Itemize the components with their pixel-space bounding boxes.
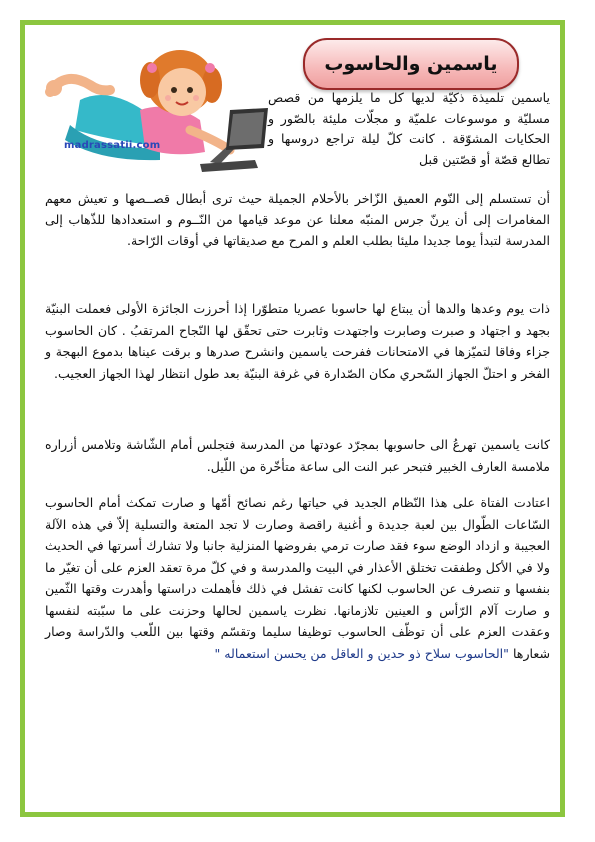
paragraph-2: ذات يوم وعدها والدها أن يبتاع لها حاسوبا عصريا متطوّرا إذا أحرزت الجائزة الأولى فعملت البنيّة بجهد و اجتهاد و صبرت وصابرت واجتهدت وثابرت حتى تحقّق لها النّجاح المرتقبُ . كان الحاسوب جزاء وفاقا لتميّزها في الامتحانات ففرحت ياسمين وانشرح صدرها و برقت عيناها بدموع البهجة و الفخر و احتلّ الجهاز السّحري مكان الصّدارة في غرفة البنيّة بعد طول انتظار لهذا الجهاز العجيب.	[45, 301, 550, 381]
paragraph-3: كانت ياسمين تهرعُ الى حاسوبها بمجرّد عودتها من المدرسة فتجلس أمام الشّاشة وتلامس أزراره ملامسة العارف الخبير فتبحر عبر النت الى ساعة متأخّرة من اللّيل.	[45, 437, 550, 474]
title-banner	[303, 38, 519, 90]
page-title: ياسمين والحاسوب	[324, 53, 498, 75]
girl-with-laptop-illustration	[40, 30, 270, 180]
watermark-text: madrassatii.com	[64, 140, 161, 151]
paragraph-1-rest: أن تستسلم إلى النّوم العميق الزّاخر بالأحلام الجميلة حيث ترى أبطال قصــصها و تعيش معهم المغامرات إلى أن يرنّ جرس المنبّه معلنا عن موعد قيامها من النّــوم و استعدادها للذّهاب إلى المدرسة لتبدأ يوما جديدا مليئا بطلب العلم و المرح مع صديقاتها في أوقات الرّاحة.	[45, 191, 550, 248]
paragraph-1-top: ياسمين تلميذة ذكيّة لديها كل ما يلزمها من قصص مسليّة و موسوعات علميّة و مجلّات مليئة بالصّور و الحكايات المشوّقة . كانت كلّ ليلة تراجع دروسها و تطالع قصّة أو قصّتين قبل	[268, 90, 550, 167]
slogan-text: "الحاسوب سلاح ذو حدين و العاقل من يحسن استعماله "	[214, 645, 509, 661]
paragraph-4-text: اعتادت الفتاة على هذا النّظام الجديد في حياتها رغم نصائح أمّها و صارت تمكث أمام الحاسوب السّاعات الطّوال بين لعبة جديدة و أغنية راقصة وصارت لا تجد المتعة والتسلية إلاّ في هذه الآلة العجيبة و ازداد الوضع سوء فقد صارت ترمي بفروضها المنزلية جانبا ولا تشارك أسرتها في الحديث ولا في الأكل وطفقت تختلق الأعذار في البيت والمدرسة و في كلّ مرة تعقد العزم على أن تغيّر ما بنفسها و تنصرف عن الحاسوب لكنها كانت تفشل في ذلك فأهملت دراستها وأهدرت وقتها الثّمين و صارت آلام الرّأس و العينين تلازمانها. نظرت ياسمين لحالها وحزنت على ما سبّبته لنفسها وعقدت العزم على أن توظّف الحاسوب توظيفا سليما وتقسّم وقتها بين اللّعب والدّراسة وصار شعارها	[45, 495, 550, 661]
paragraph-4	[45, 492, 550, 664]
